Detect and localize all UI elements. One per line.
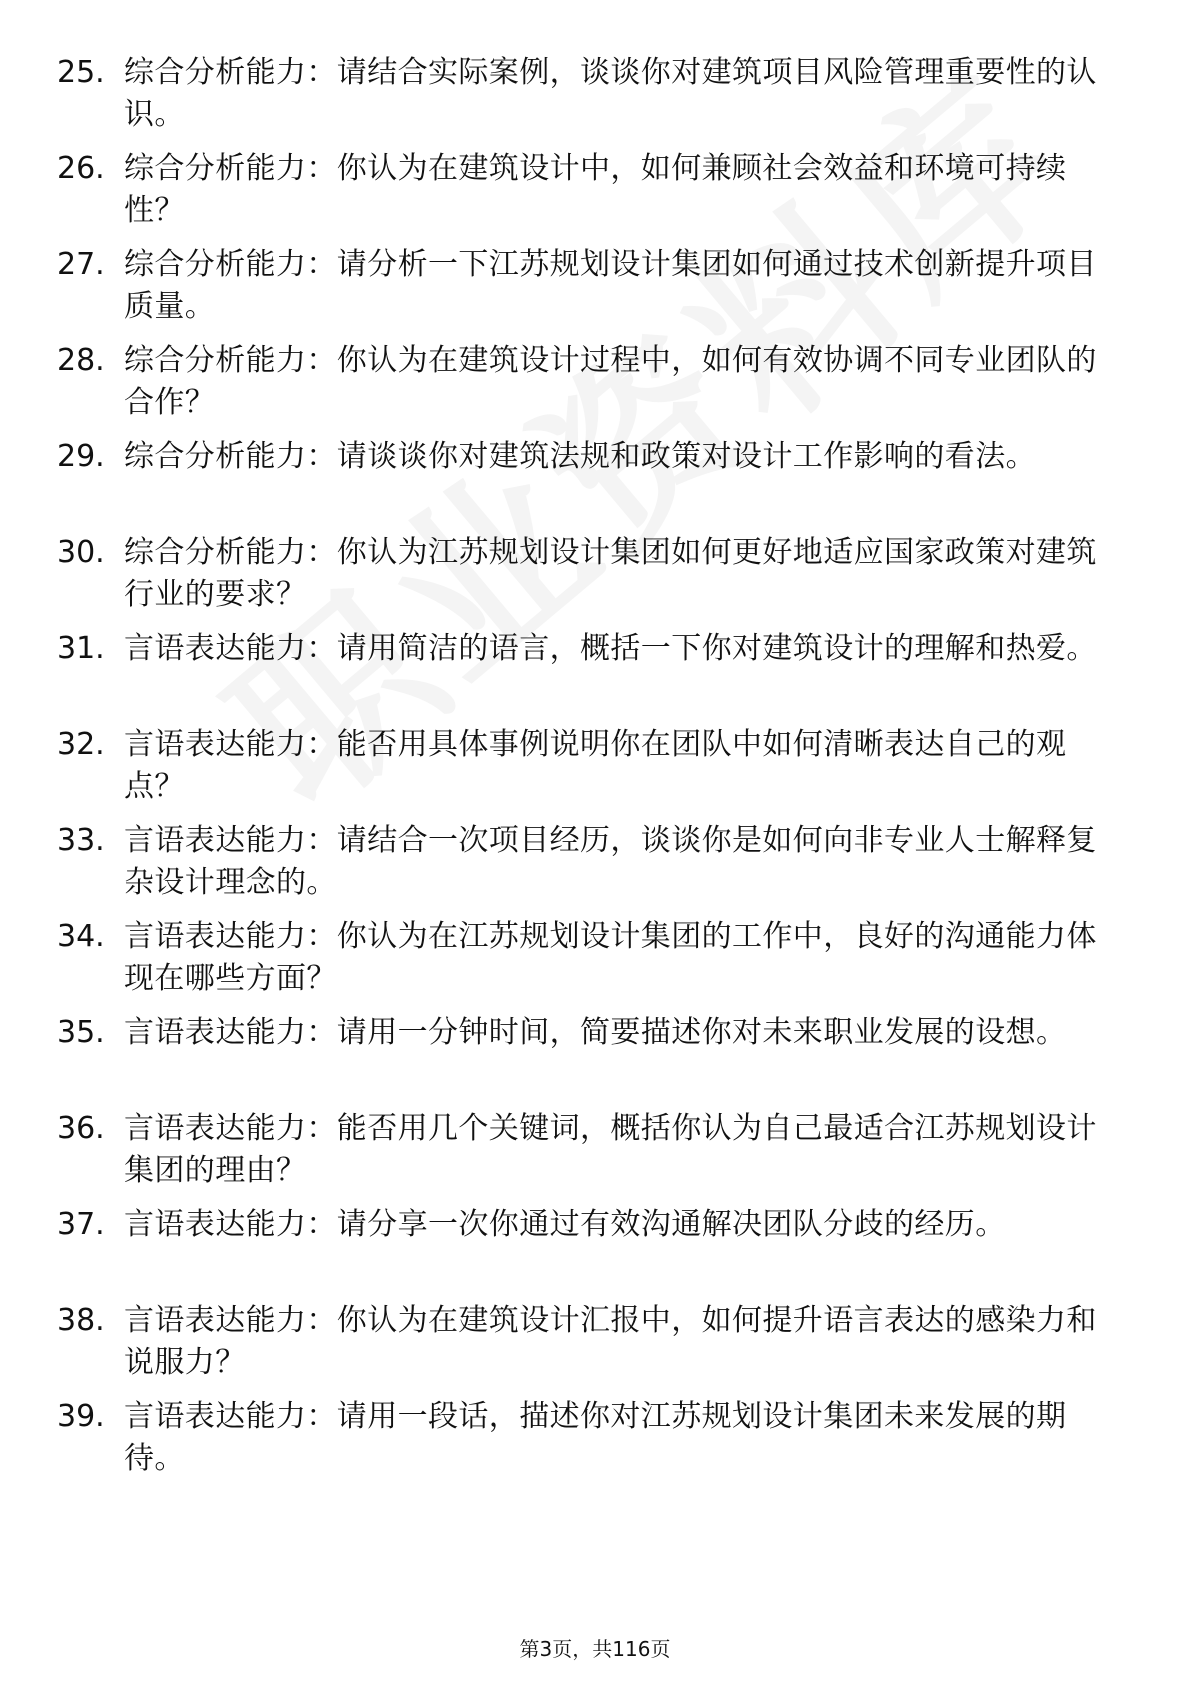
question-text: 综合分析能力：你认为江苏规划设计集团如何更好地适应国家政策对建筑行业的要求？ (124, 535, 1097, 612)
question-text: 言语表达能力：请分享一次你通过有效沟通解决团队分歧的经历。 (124, 1207, 1006, 1242)
question-number: 26. (57, 151, 105, 186)
question-text: 综合分析能力：请分析一下江苏规划设计集团如何通过技术创新提升项目质量。 (124, 247, 1097, 324)
question-text: 综合分析能力：你认为在建筑设计过程中，如何有效协调不同专业团队的合作？ (124, 343, 1097, 420)
page-footer (0, 1636, 1190, 1662)
question-number: 33. (57, 823, 105, 858)
question-number: 35. (57, 1015, 105, 1050)
page-number-label: 第3页，共116页 (519, 1637, 671, 1661)
question-number: 32. (57, 727, 105, 762)
question-number: 36. (57, 1111, 105, 1146)
question-text: 言语表达能力：你认为在建筑设计汇报中，如何提升语言表达的感染力和说服力？ (124, 1303, 1097, 1380)
question-text: 言语表达能力：请用一段话，描述你对江苏规划设计集团未来发展的期待。 (124, 1399, 1067, 1476)
question-number: 37. (57, 1207, 105, 1242)
question-number: 27. (57, 247, 105, 282)
question-number: 28. (57, 343, 105, 378)
question-number: 31. (57, 631, 105, 666)
question-number: 25. (57, 55, 105, 90)
question-text: 言语表达能力：你认为在江苏规划设计集团的工作中，良好的沟通能力体现在哪些方面？ (124, 919, 1097, 996)
question-text: 言语表达能力：请结合一次项目经历，谈谈你是如何向非专业人士解释复杂设计理念的。 (124, 823, 1097, 900)
question-text: 言语表达能力：能否用几个关键词，概括你认为自己最适合江苏规划设计集团的理由？ (124, 1111, 1097, 1188)
question-number: 39. (57, 1399, 105, 1434)
question-text: 言语表达能力：能否用具体事例说明你在团队中如何清晰表达自己的观点？ (124, 727, 1067, 804)
question-number: 30. (57, 535, 105, 570)
question-text: 综合分析能力：请谈谈你对建筑法规和政策对设计工作影响的看法。 (124, 439, 1036, 474)
question-number: 38. (57, 1303, 105, 1338)
question-text: 综合分析能力：你认为在建筑设计中，如何兼顾社会效益和环境可持续性？ (124, 151, 1067, 228)
question-text: 综合分析能力：请结合实际案例，谈谈你对建筑项目风险管理重要性的认识。 (124, 55, 1097, 132)
question-number: 34. (57, 919, 105, 954)
question-number: 29. (57, 439, 105, 474)
question-text: 言语表达能力：请用一分钟时间，简要描述你对未来职业发展的设想。 (124, 1015, 1067, 1050)
question-text: 言语表达能力：请用简洁的语言，概括一下你对建筑设计的理解和热爱。 (124, 631, 1097, 666)
